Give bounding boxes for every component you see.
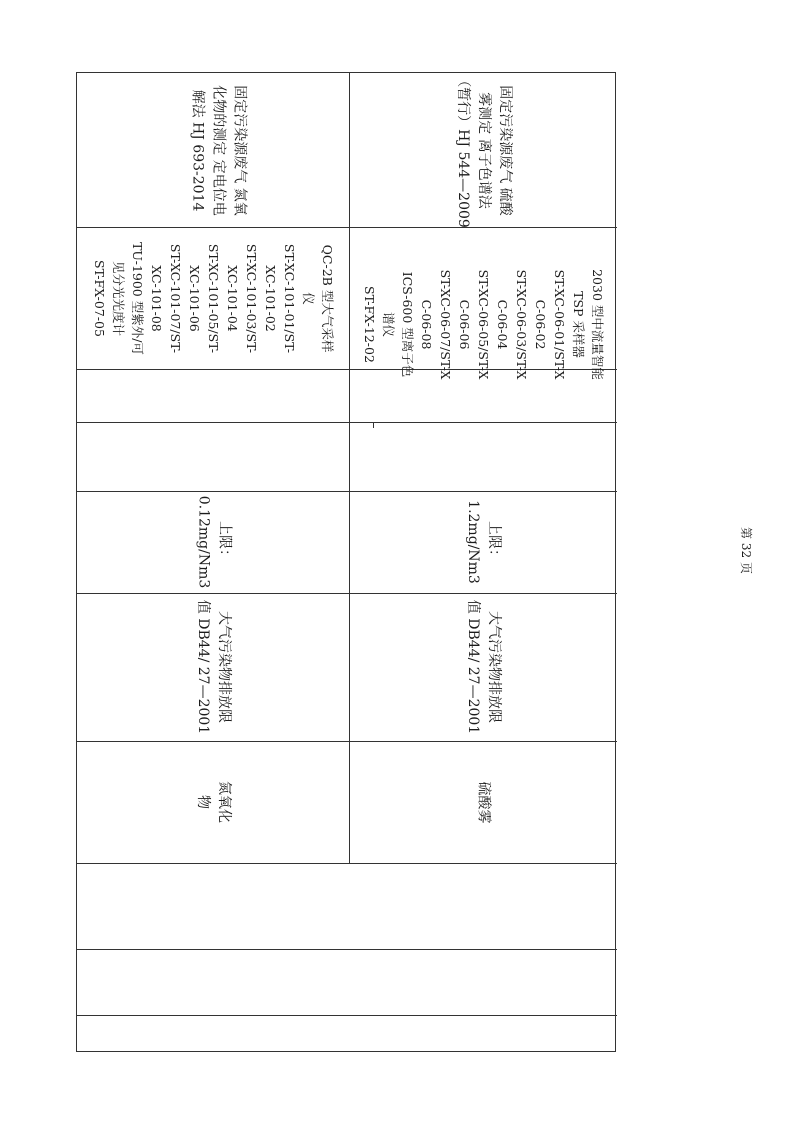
text-line: 物 — [195, 795, 211, 809]
text-line: ST-XC-06-05/ST-X — [475, 269, 491, 380]
text-line: 0.12mg/Nm3 — [195, 495, 211, 589]
instruments-cell-nox — [77, 227, 349, 369]
text-line: C-06-02 — [532, 299, 548, 350]
pollutant-cell-sulfuric — [349, 741, 617, 863]
column-divider — [77, 949, 617, 950]
text-line: ST-XC-101-07/ST- — [167, 243, 183, 353]
text-line: 值 DB44/ 27—2001 — [194, 599, 211, 735]
text-line: 2030 型中流量智能 — [589, 269, 605, 380]
text-line: ST-FX-12-02 — [361, 286, 377, 363]
text-line: ST-XC-06-01/ST-X — [551, 269, 567, 380]
text-line: 固定污染源废气 氮氧 — [231, 84, 248, 216]
text-line: ST-XC-06-07/ST-X — [437, 269, 453, 380]
text-line: XC-101-08 — [148, 264, 164, 332]
method-cell-nox — [87, 73, 349, 227]
text-line: 大气污染物排放限 — [485, 610, 502, 723]
standard-cell-sulfuric — [349, 593, 617, 741]
text-line: XC-101-06 — [186, 264, 202, 332]
column-divider — [77, 1015, 617, 1016]
text-line: 值 DB44/ 27—2001 — [464, 599, 481, 735]
text-line: 解法 HJ 693-2014 — [189, 89, 206, 211]
text-line: ST-XC-101-05/ST- — [205, 243, 221, 353]
text-line: C-06-06 — [456, 299, 472, 350]
text-line: ST-XC-06-03/ST-X — [513, 269, 529, 380]
rotated-data-table — [76, 72, 616, 1052]
text-line: ST-FX-07-05 — [91, 259, 107, 337]
text-line: XC-101-02 — [262, 264, 278, 332]
text-line: 见分光光度计 — [110, 260, 126, 336]
text-line: TU-1900 型紫外/可 — [129, 241, 145, 355]
text-line: 仪 — [300, 291, 316, 305]
standard-cell-nox — [77, 593, 349, 741]
page-number-text: 第 32 页 — [738, 526, 753, 574]
text-line: 大气污染物排放限 — [215, 610, 232, 723]
text-line: C-06-08 — [418, 299, 434, 350]
text-line: TSP 采样器 — [570, 291, 586, 358]
text-line: 谱仪 — [380, 311, 396, 338]
text-line: （暂行）HJ 544—2009 — [454, 72, 471, 228]
text-line: QC-2B 型大气采样 — [319, 244, 335, 352]
limit-cell-nox — [77, 491, 349, 593]
text-line: C-06-04 — [494, 299, 510, 350]
text-line: 硫酸雾 — [475, 781, 492, 823]
text-line: 雾测定 离子色谱法 — [475, 91, 492, 209]
row-divider-stub — [373, 422, 374, 428]
pollutant-cell-nox — [77, 741, 349, 863]
text-line: 上限： — [216, 521, 232, 563]
text-line: 固定污染源废气 硫酸 — [496, 84, 513, 216]
limit-cell-sulfuric — [349, 491, 617, 593]
text-line: 氮氧化 — [216, 781, 232, 823]
instruments-cell-sulfuric — [349, 227, 617, 422]
text-line: 化物的测定 定电位电 — [210, 84, 227, 216]
text-line: ST-XC-101-03/ST- — [243, 243, 259, 353]
text-line: ICS-600 型离子色 — [399, 271, 415, 378]
text-line: 1.2mg/Nm3 — [465, 500, 481, 584]
column-divider — [77, 422, 617, 423]
text-line: ST-XC-101-01/ST- — [281, 243, 297, 353]
method-cell-sulfuric — [349, 73, 617, 227]
column-divider — [77, 863, 617, 864]
text-line: 上限： — [486, 521, 502, 563]
text-line: XC-101-04 — [224, 264, 240, 332]
page-number — [716, 526, 776, 574]
